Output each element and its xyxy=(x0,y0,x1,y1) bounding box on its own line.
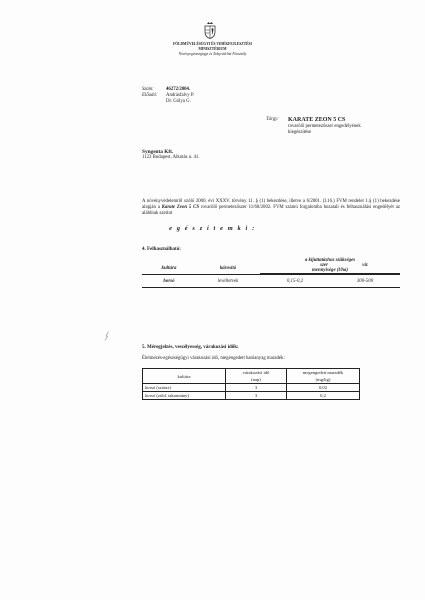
handwritten-check-mark-icon xyxy=(104,331,110,341)
ministry-name-line1: FÖLDMŰVELÉSÜGYI ÉS VIDÉKFEJLESZTÉSI xyxy=(173,42,252,46)
table-row xyxy=(143,392,360,400)
subject-line-1: rovarölő permetezőszer engedélyének xyxy=(288,124,361,129)
coat-of-arms-icon xyxy=(203,21,217,39)
table-row xyxy=(143,384,360,392)
wait-cell-residue: 0,02 xyxy=(287,384,360,392)
department-name: Növényegészségügyi és Talajvédelmi Főosztály xyxy=(178,52,247,56)
usage-col-karosito: károsító xyxy=(219,265,237,271)
usage-row xyxy=(142,275,400,288)
reference-number-value: 46272/2004. xyxy=(166,87,191,92)
subject-block xyxy=(266,117,398,136)
usage-cell-karosito: levéltetvek xyxy=(196,275,260,288)
product-name: Karate Zeon 5 CS xyxy=(161,205,200,210)
usage-col-viz: víz xyxy=(362,263,368,268)
wait-cell-days: 3 xyxy=(226,392,287,400)
wait-cell-kultura: borsó (száraz) xyxy=(143,384,226,392)
approval-statement: e g é s z í t e m k i : xyxy=(169,225,256,232)
reference-block xyxy=(142,87,194,105)
wait-cell-days: 3 xyxy=(226,384,287,392)
wait-cell-kultura: borsó (zöld, takarmány) xyxy=(143,392,226,400)
recipient-company: Syngenta Kft. xyxy=(142,149,174,155)
recipient-address xyxy=(142,149,200,161)
wait-cell-residue: 0,2 xyxy=(287,392,360,400)
section-5-title: 5. Méregjelzés, veszélyesség, várakozási idők: xyxy=(142,345,239,350)
handler-name-1: Andrásfalvy P. xyxy=(166,93,195,98)
usage-col-kultura: kultúra xyxy=(161,265,177,271)
wait-col-residue-1: megengedett maradék xyxy=(287,369,360,377)
usage-cell-szer: 0,15-0,2 xyxy=(260,275,330,288)
handler-label: Előadó: xyxy=(142,93,158,98)
usage-col-units: mennyisége (l/ha) xyxy=(260,268,400,274)
usage-col-szer: szer xyxy=(320,263,328,268)
recipient-street: 1123 Budapest, Alkotás u. 41. xyxy=(142,155,200,160)
usage-cell-kultura: borsó xyxy=(142,275,196,288)
body-paragraph: A növényvédelemről szóló 2000. évi XXXV. törvény 11. § (1) bekezdése, illetve a 6/2001. (I.16.) FVM rendelet 1.§ (1) bekezdése alapján a Karate Zeon 5 CS rovarölő permetezőszer 11/68/2002. FVM számú forgalomba hozatali és felhasználási engedélyét az alábbiak szerint xyxy=(142,199,400,216)
section-5-intro: Élelmezés-egészségügyi várakozási idő, megengedett hatóanyag maradék: xyxy=(142,356,285,361)
waiting-period-table xyxy=(142,368,360,400)
subject-title: KARATE ZEON 5 CS xyxy=(288,117,346,123)
reference-number-label: Szám: xyxy=(142,87,154,92)
handler-name-2: Dr. Gólya G. xyxy=(166,99,191,104)
wait-col-residue-2: (mg/kg) xyxy=(287,376,360,384)
wait-col-days-1: várakozási idő xyxy=(226,369,287,377)
usage-cell-viz: 300-500 xyxy=(330,275,400,288)
usage-table xyxy=(142,258,400,288)
wait-col-kultura: kultúra xyxy=(143,369,226,384)
handler-row-2 xyxy=(142,99,194,105)
subject-line-2: kiegészítése xyxy=(288,130,312,135)
subject-label: Tárgy: xyxy=(266,117,279,122)
section-4-title: 4. Felhasználható: xyxy=(142,247,181,252)
ministry-name-line2: MINISZTÉRIUM xyxy=(198,47,227,51)
usage-col-group: a kijuttatáshoz szükséges xyxy=(304,258,356,263)
wait-col-days-2: (nap) xyxy=(226,376,287,384)
